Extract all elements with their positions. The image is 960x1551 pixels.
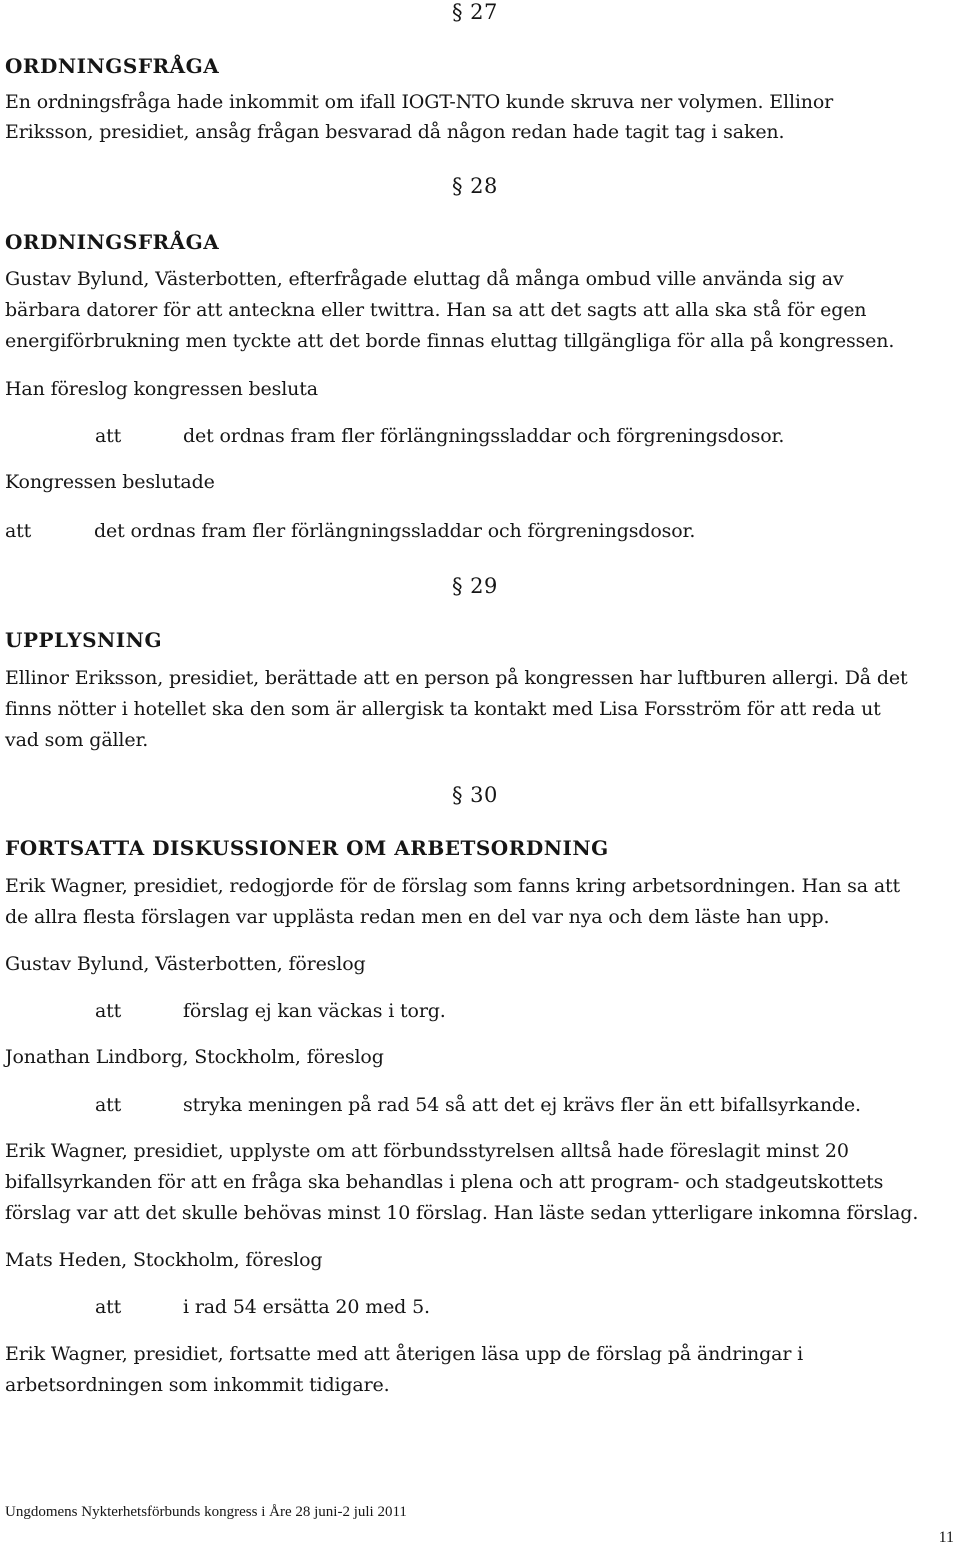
proposal-2-intro: Jonathan Lindborg, Stockholm, föreslog bbox=[5, 1046, 384, 1068]
proposal-3-att: att bbox=[95, 1296, 122, 1318]
section-28-number: § 28 bbox=[452, 174, 498, 198]
final-line-2: arbetsordningen som inkommit tidigare. bbox=[5, 1374, 390, 1396]
section-28-heading: ORDNINGSFRÅGA bbox=[5, 230, 220, 254]
proposal-1-intro: Gustav Bylund, Västerbotten, föreslog bbox=[5, 953, 366, 975]
section-29-heading: UPPLYSNING bbox=[5, 628, 163, 652]
proposal-1-att: att bbox=[95, 1000, 122, 1022]
section-28-decision-intro: Kongressen beslutade bbox=[5, 471, 215, 493]
section-28-proposal-att: att bbox=[95, 425, 122, 447]
section-28-proposal-intro: Han föreslog kongressen besluta bbox=[5, 378, 318, 400]
section-27-line-2: Eriksson, presidiet, ansåg frågan besvarad då någon redan hade tagit tag i saken. bbox=[5, 121, 785, 143]
proposal-3-intro: Mats Heden, Stockholm, föreslog bbox=[5, 1249, 323, 1271]
section-29-line-2: finns nötter i hotellet ska den som är allergisk ta kontakt med Lisa Forsström för att reda ut bbox=[5, 698, 881, 720]
proposal-1-text: förslag ej kan väckas i torg. bbox=[183, 1000, 446, 1022]
info-line-2: bifallsyrkanden för att en fråga ska behandlas i plena och att program- och stadgeutskottets bbox=[5, 1171, 884, 1193]
proposal-2-text: stryka meningen på rad 54 så att det ej krävs fler än ett bifallsyrkande. bbox=[183, 1094, 861, 1116]
section-27-line-1: En ordningsfråga hade inkommit om ifall IOGT-NTO kunde skruva ner volymen. Ellinor bbox=[5, 91, 834, 113]
section-29-line-3: vad som gäller. bbox=[5, 729, 149, 751]
section-30-number: § 30 bbox=[452, 783, 498, 807]
section-28-line-3: energiförbrukning men tyckte att det borde finnas eluttag tillgängliga för alla på kongressen. bbox=[5, 330, 895, 352]
section-30-intro-line-2: de allra flesta förslagen var upplästa redan men en del var nya och dem läste han upp. bbox=[5, 906, 830, 928]
section-27-heading: ORDNINGSFRÅGA bbox=[5, 54, 220, 78]
section-30-heading: FORTSATTA DISKUSSIONER OM ARBETSORDNING bbox=[5, 836, 609, 860]
section-28-decision-text: det ordnas fram fler förlängningssladdar och förgreningsdosor. bbox=[94, 520, 696, 542]
section-30-intro-line-1: Erik Wagner, presidiet, redogjorde för de förslag som fanns kring arbetsordningen. Han sa att bbox=[5, 875, 900, 897]
proposal-2-att: att bbox=[95, 1094, 122, 1116]
info-line-3: förslag var att det skulle behövas minst 10 förslag. Han läste sedan ytterligare inkomna förslag. bbox=[5, 1202, 919, 1224]
section-27-number: § 27 bbox=[452, 0, 498, 24]
section-29-line-1: Ellinor Eriksson, presidiet, berättade att en person på kongressen har luftburen allergi. Då det bbox=[5, 667, 908, 689]
final-line-1: Erik Wagner, presidiet, fortsatte med att återigen läsa upp de förslag på ändringar i bbox=[5, 1343, 804, 1365]
section-28-decision-att: att bbox=[5, 520, 32, 542]
section-28-proposal-text: det ordnas fram fler förlängningssladdar och förgreningsdosor. bbox=[183, 425, 785, 447]
section-28-line-1: Gustav Bylund, Västerbotten, efterfrågade eluttag då många ombud ville använda sig av bbox=[5, 268, 844, 290]
proposal-3-text: i rad 54 ersätta 20 med 5. bbox=[183, 1296, 430, 1318]
page-footer: Ungdomens Nykterhetsförbunds kongress i Åre 28 juni-2 juli 2011 bbox=[5, 1504, 407, 1520]
page-number: 11 bbox=[938, 1529, 954, 1546]
info-line-1: Erik Wagner, presidiet, upplyste om att förbundsstyrelsen alltså hade föreslagit minst 20 bbox=[5, 1140, 849, 1162]
section-29-number: § 29 bbox=[452, 574, 498, 598]
section-28-line-2: bärbara datorer för att anteckna eller twittra. Han sa att det sagts att alla ska stå för egen bbox=[5, 299, 867, 321]
